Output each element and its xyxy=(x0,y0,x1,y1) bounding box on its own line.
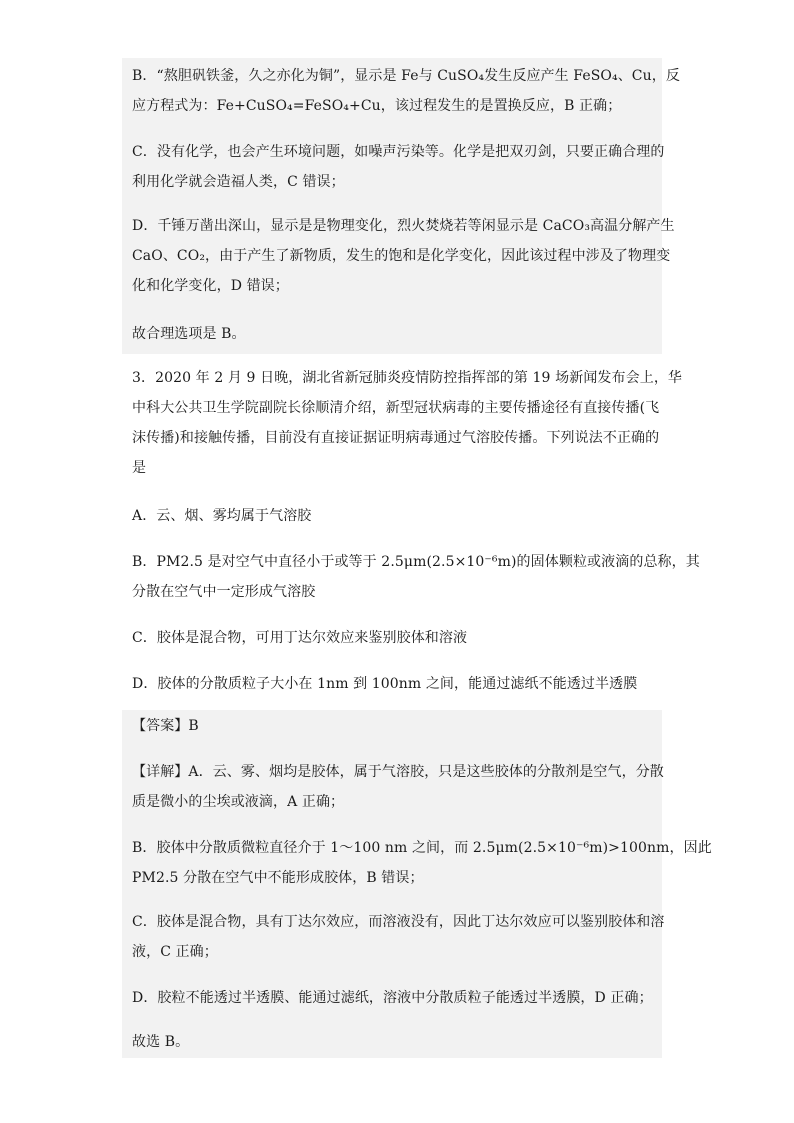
q3-option-d: D．胶体的分散质粒子大小在 1nm 到 100nm 之间，能通过滤纸不能透过半透膜 xyxy=(132,676,638,692)
q3-option-b-line-1: B．PM2.5 是对空气中直径小于或等于 2.5μm(2.5×10⁻⁶m)的固体颗粒或液滴的总称，其 xyxy=(132,554,700,570)
q3-stem-line-3: 沫传播)和接触传播，目前没有直接证据证明病毒通过气溶胶传播。下列说法不正确的 xyxy=(132,430,660,446)
analysis-b-line-2: 应方程式为：Fe+CuSO₄=FeSO₄+Cu，该过程发生的是置换反应，B 正确； xyxy=(132,98,622,114)
analysis-c-line-1: C．没有化学，也会产生环境问题，如噪声污染等。化学是把双刃剑，只要正确合理的 xyxy=(132,144,665,160)
q3-detail-c-line-1: C．胶体是混合物，具有丁达尔效应，而溶液没有，因此丁达尔效应可以鉴别胶体和溶 xyxy=(132,914,665,930)
q3-stem-line-4: 是 xyxy=(132,460,147,476)
analysis-d-line-3: 化和化学变化，D 错误； xyxy=(132,278,289,294)
analysis-d-line-1: D．千锤万凿出深山，显示是是物理变化，烈火焚烧若等闲显示是 CaCO₃高温分解产生 xyxy=(132,218,675,234)
q3-detail-a-line-1: 【详解】A．云、雾、烟均是胶体，属于气溶胶，只是这些胶体的分散剂是空气，分散 xyxy=(132,764,664,780)
q3-option-a: A．云、烟、雾均属于气溶胶 xyxy=(132,508,312,524)
q3-detail-a-line-2: 质是微小的尘埃或液滴，A 正确； xyxy=(132,794,345,810)
q3-option-c: C．胶体是混合物，可用丁达尔效应来鉴别胶体和溶液 xyxy=(132,630,468,646)
previous-conclusion-block xyxy=(122,320,662,354)
analysis-d-line-2: CaO、CO₂，由于产生了新物质，发生的饱和是化学变化，因此该过程中涉及了物理变 xyxy=(132,248,671,264)
previous-analysis-block xyxy=(122,58,680,320)
analysis-b-line-1: B．“熬胆矾铁釜，久之亦化为铜”，显示是 Fe与 CuSO₄发生反应产生 FeSO₄、Cu，反 xyxy=(132,68,680,84)
q3-option-b-line-2: 分散在空气中一定形成气溶胶 xyxy=(132,584,316,600)
q3-detail-b-line-1: B．胶体中分散质微粒直径介于 1～100 nm 之间，而 2.5μm(2.5×10⁻⁶m)>100nm，因此 xyxy=(132,840,712,856)
answer-detail-block xyxy=(122,710,712,1058)
analysis-c-line-2: 利用化学就会造福人类，C 错误； xyxy=(132,174,345,190)
q3-answer: 【答案】B xyxy=(132,718,199,734)
q3-detail-c-line-2: 液，C 正确； xyxy=(132,944,218,960)
q3-detail-b-line-2: PM2.5 分散在空气中不能形成胶体，B 错误； xyxy=(132,870,424,886)
q3-conclusion: 故选 B。 xyxy=(132,1034,190,1050)
question-3-block xyxy=(122,360,700,700)
q3-stem-line-1: 3．2020 年 2 月 9 日晚，湖北省新冠肺炎疫情防控指挥部的第 19 场新闻发布会上，华 xyxy=(132,370,683,386)
q3-detail-d: D．胶粒不能透过半透膜、能通过滤纸，溶液中分散质粒子能透过半透膜，D 正确； xyxy=(132,990,653,1006)
q3-stem-line-2: 中科大公共卫生学院副院长徐顺清介绍，新型冠状病毒的主要传播途径有直接传播(飞 xyxy=(132,400,660,416)
previous-conclusion: 故合理选项是 B。 xyxy=(132,326,246,342)
